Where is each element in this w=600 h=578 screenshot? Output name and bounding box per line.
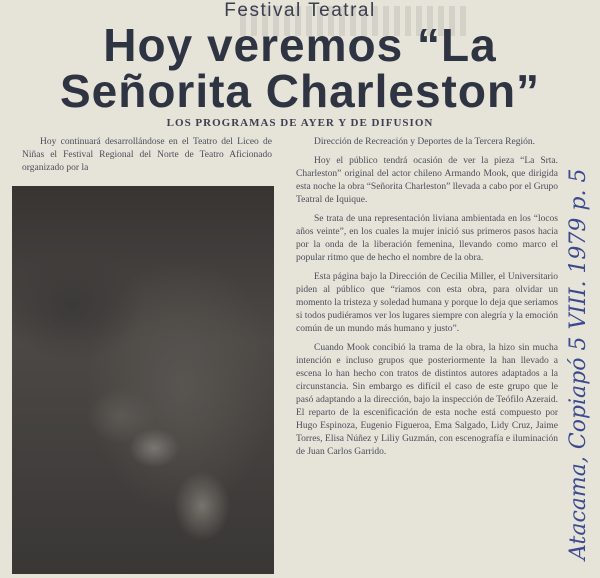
article-paragraph: Cuando Mook concibió la trama de la obra, la hizo sin mucha intención e incluso grupos que posteriormente la han llevado a escena lo han hecho con tratos de distintos autores adaptados a la circunstancia. Sin embargo es difícil el caso de este grupo que le pasó adaptando a la dirección, bajo la inspección de Teófilo Azeraid. El reparto de la escenificación de esta noche está compuesto por Hugo Espinoza, Eugenio Figueroa, Ema Salgado, Lidy Cruz, Jaime Torres, Elisa Núñez y Liliy Guzmán, con escenografía e iluminación de Juan Carlos Garrido. [296, 343, 558, 457]
headline-line-2: Señorita Charleston” [59, 65, 541, 117]
article-column-left [22, 136, 272, 181]
article-paragraph: Hoy continuará desarrollándose en el Teatro del Liceo de Niñas el Festival Regional del Norte de Teatro Aficionado organizado por la [22, 137, 272, 173]
article-paragraph: Esta página bajo la Dirección de Cecilia Miller, el Universitario piden al público que “riamos con esta obra, para olvidar un momento la tristeza y soledad humana y porque lo deja que seriamos si todos pudiéramos ver los lugares siempre con alegría y la emoción común de un mundo más humano y justo”. [296, 272, 558, 334]
article-column-right [296, 136, 558, 465]
subheadline: LOS PROGRAMAS DE AYER Y DE DIFUSION [166, 117, 434, 129]
headline-line-1: Hoy veremos “La [103, 19, 497, 71]
article-paragraph: Dirección de Recreación y Deportes de la Tercera Región. [314, 137, 535, 147]
article-paragraph: Se trata de una representación liviana ambientada en los “locos años veinte”, en los cuales la mujer inició sus primeros pasos hacia por la onda de la liberación femenina, llevando como marco el popular ritmo que de hecho el nombre de la obra. [296, 214, 558, 263]
handwritten-source-date: Atacama, Copiapó 5 VIII. 1979 p. 5 [566, 168, 591, 560]
handwritten-annotation [560, 168, 600, 570]
performer-photo [12, 186, 274, 574]
section-kicker: Festival Teatral [224, 0, 376, 21]
article-paragraph: Hoy el público tendrá ocasión de ver la pieza “La Srta. Charleston” original del actor chileno Armando Mook, que dirigida esta noche la obra “Señorita Charleston” llevada a cabo por el Grupo Teatral de Iquique. [296, 156, 558, 205]
